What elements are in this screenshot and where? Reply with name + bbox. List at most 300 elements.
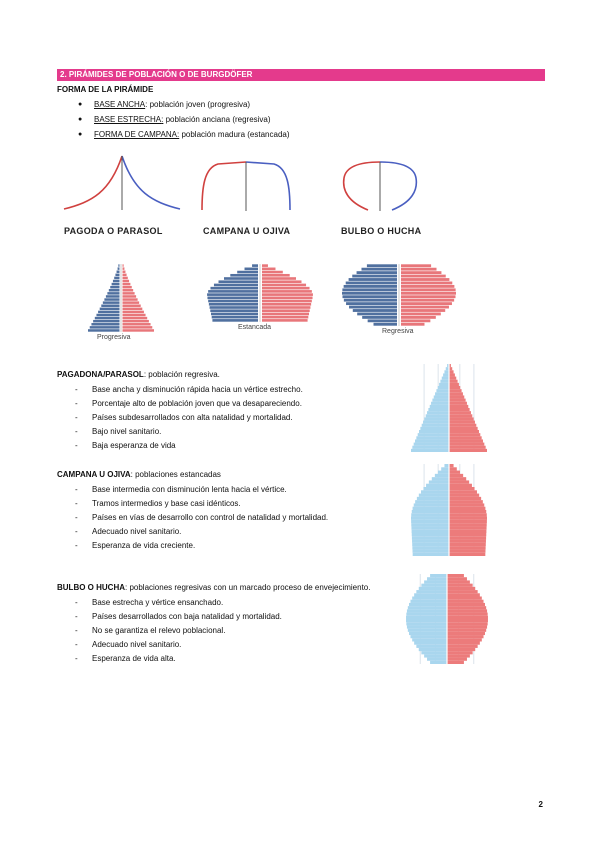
list-item: - Esperanza de vida creciente. <box>57 539 328 553</box>
pyramid-bar <box>123 320 149 322</box>
pyramid-bar <box>401 299 454 302</box>
pyramid-bar <box>449 449 487 452</box>
pyramid-bar <box>123 308 143 310</box>
pyramid-bar <box>109 289 120 291</box>
pyramid-bar <box>123 311 144 313</box>
pyramid-bar <box>415 500 449 503</box>
pyramid-bar <box>344 299 397 302</box>
pyramid-bar <box>411 513 449 516</box>
pyramid-bar <box>449 546 486 549</box>
pagoda-shape-diagram <box>62 152 182 212</box>
pyramid-bar <box>262 297 313 300</box>
pyramid-bar <box>449 414 472 417</box>
pyramid-bar <box>449 399 466 402</box>
pyramid-bar <box>401 306 449 309</box>
pyramid-bar <box>447 635 484 638</box>
pyramid-bar <box>344 285 397 288</box>
pyramid-bar <box>431 402 449 405</box>
pyramid-bar <box>342 295 397 298</box>
pyramid-bar <box>367 264 397 267</box>
list-item: - Baja esperanza de vida <box>57 439 303 453</box>
pyramid-bar <box>447 632 485 635</box>
pyramid-bar <box>419 494 449 497</box>
pyramid-bar <box>449 464 454 467</box>
pyramid-bar <box>362 316 397 319</box>
pyramid-bar <box>262 300 312 303</box>
pyramid-bar <box>90 326 120 328</box>
pyramid-bar <box>410 600 447 603</box>
pyramid-bar <box>401 264 431 267</box>
pyramid-bar <box>208 300 258 303</box>
pyramid-bar <box>449 543 486 546</box>
pyramid-bar <box>374 323 397 326</box>
pyramid-bar <box>117 270 120 272</box>
pyramid-bar <box>349 278 397 281</box>
pyramid-bar <box>430 405 449 408</box>
pyramid-bar <box>449 549 485 552</box>
pyramid-bar <box>429 480 449 483</box>
pyramid-bar <box>409 632 447 635</box>
pyramid-bar <box>401 313 441 316</box>
pyramid-bar <box>426 484 449 487</box>
pyramid-bar <box>407 625 447 628</box>
pyramid-bar <box>406 616 447 619</box>
pyramid-bar <box>412 530 449 533</box>
forma-sep: : <box>145 100 148 109</box>
pyramid-bar <box>449 386 460 389</box>
pagoda-example-pyramid <box>410 364 488 452</box>
forma-desc: población joven (progresiva) <box>147 100 251 109</box>
pyramid-bar <box>262 268 275 271</box>
block-title-bold: BULBO O HUCHA <box>57 583 125 592</box>
pyramid-bar <box>237 271 258 274</box>
pyramid-bar <box>113 280 120 282</box>
pyramid-bar <box>349 306 397 309</box>
pyramid-bar <box>352 275 397 278</box>
pyramid-caption-estancada: Estancada <box>238 324 272 331</box>
pyramid-bar <box>212 316 258 319</box>
forma-item <box>78 112 290 127</box>
pyramid-bar <box>449 517 487 520</box>
pyramid-bar <box>428 408 449 411</box>
pyramid-bar <box>430 661 447 664</box>
pyramid-bar <box>412 540 449 543</box>
pyramid-bar <box>409 603 447 606</box>
pyramid-bar <box>447 606 486 609</box>
pyramid-bar <box>416 590 447 593</box>
pyramid-bar <box>449 433 480 436</box>
pyramid-bar <box>104 298 119 300</box>
pyramid-bar <box>427 411 449 414</box>
pyramid-bar <box>447 625 487 628</box>
pyramid-bar <box>401 288 456 291</box>
list-item: - Adecuado nivel sanitario. <box>57 525 328 539</box>
pyramid-bar <box>245 268 258 271</box>
pyramid-bar <box>211 313 258 316</box>
pyramid-bar <box>447 658 467 661</box>
pyramid-bar <box>449 439 483 442</box>
pyramid-bar <box>447 638 482 641</box>
pyramid-bar <box>449 405 468 408</box>
pyramid-bar <box>449 503 484 506</box>
pyramid-bar <box>412 543 449 546</box>
pyramid-bar <box>449 536 486 539</box>
pyramid-bar <box>210 309 258 312</box>
pyramid-bar <box>115 274 119 276</box>
forma-key: FORMA DE CAMPANA <box>94 130 177 139</box>
block-title <box>57 369 303 381</box>
pyramid-bar <box>419 587 447 590</box>
pyramid-bar <box>368 319 397 322</box>
pyramid-bar <box>410 635 447 638</box>
pyramid-bar <box>449 494 479 497</box>
pyramid-bar <box>449 507 485 510</box>
pyramid-bar <box>444 464 449 467</box>
block-title <box>57 469 328 481</box>
pyramid-bar <box>444 370 449 373</box>
shape-label-pagoda: PAGODA O PARASOL <box>64 226 163 236</box>
pyramid-bar <box>438 471 449 474</box>
list-item: - No se garantiza el relevo poblacional. <box>57 624 370 638</box>
pyramid-bar <box>262 309 310 312</box>
pyramid-bar <box>123 270 126 272</box>
pyramid-bar <box>415 439 449 442</box>
pyramid-bar <box>401 316 436 319</box>
pyramid-bar <box>262 277 296 280</box>
pyramid-bar <box>416 645 447 648</box>
pyramid-bar <box>427 658 447 661</box>
pyramid-bar <box>449 540 486 543</box>
pyramid-bar <box>210 306 258 309</box>
pyramid-bar <box>414 642 447 645</box>
pyramid-bar <box>406 613 447 616</box>
pyramid-caption-regresiva: Regresiva <box>382 328 414 335</box>
pyramid-bar <box>418 433 449 436</box>
estancada-pyramid <box>205 264 315 322</box>
pyramid-bar <box>436 389 449 392</box>
pyramid-bar <box>449 383 459 386</box>
pyramid-bar <box>449 395 464 398</box>
pyramid-bar <box>412 536 449 539</box>
pyramid-bar <box>407 609 447 612</box>
pyramid-bar <box>447 587 475 590</box>
shape-label-bulbo: BULBO O HUCHA <box>341 226 422 236</box>
pyramid-bar <box>449 510 486 513</box>
pyramid-bar <box>413 507 449 510</box>
pyramid-bar <box>123 314 146 316</box>
pyramid-bar <box>447 593 480 596</box>
pyramid-bar <box>406 622 447 625</box>
pyramid-bar <box>447 597 482 600</box>
page-number: 2 <box>538 800 543 809</box>
pyramid-bar <box>100 308 120 310</box>
list-item: - Esperanza de vida alta. <box>57 652 370 666</box>
pyramid-bar <box>401 309 445 312</box>
pyramid-bar <box>401 302 452 305</box>
list-item: - Bajo nivel sanitario. <box>57 425 303 439</box>
pyramid-bar <box>449 467 457 470</box>
pyramid-bar <box>427 577 447 580</box>
pyramid-bar <box>123 267 125 269</box>
pyramid-bar <box>262 319 308 322</box>
pyramid-bar <box>447 645 478 648</box>
pyramid-bar <box>123 264 124 266</box>
pyramid-bar <box>401 278 449 281</box>
pyramid-bar <box>123 326 153 328</box>
pyramid-bar <box>419 648 447 651</box>
block-title-rest: : población regresiva. <box>143 370 220 379</box>
list-item: - Base ancha y disminución rápida hacia un vértice estrecho. <box>57 383 303 397</box>
pyramid-bar <box>447 616 488 619</box>
section-title-bar: 2. PIRÁMIDES DE POBLACIÓN O DE BURGDÖFER <box>57 69 545 81</box>
pyramid-bar <box>434 395 449 398</box>
pyramid-bar <box>401 323 424 326</box>
campana-shape-diagram <box>198 158 294 213</box>
pyramid-bar <box>414 443 449 446</box>
pyramid-bar <box>123 323 151 325</box>
pyramid-bar <box>421 651 447 654</box>
pyramid-bar <box>447 584 473 587</box>
subheading-forma: FORMA DE LA PIRÁMIDE <box>57 85 154 94</box>
pyramid-bar <box>439 383 449 386</box>
pyramid-bar <box>449 427 478 430</box>
pyramid-bar <box>421 490 449 493</box>
pyramid-bar <box>401 282 452 285</box>
pyramid-bar <box>210 287 258 290</box>
pyramid-bar <box>435 392 449 395</box>
pyramid-bar <box>262 313 309 316</box>
pyramid-bar <box>123 329 155 331</box>
pyramid-bar <box>447 648 475 651</box>
pyramid-bar <box>412 597 447 600</box>
pyramid-bar <box>449 408 470 411</box>
pyramid-bar <box>419 430 449 433</box>
pyramid-bar <box>401 268 437 271</box>
block-title-bold: PAGADONA/PARASOL <box>57 370 144 379</box>
pyramid-bar <box>207 293 258 296</box>
pyramid-bar <box>416 436 449 439</box>
pyramid-bar <box>441 467 449 470</box>
pyramid-bar <box>420 427 449 430</box>
pyramid-bar <box>411 526 449 529</box>
block-title <box>57 582 370 594</box>
pyramid-bar <box>412 533 449 536</box>
pyramid-bar <box>413 553 449 556</box>
pyramid-bar <box>123 295 137 297</box>
pyramid-bar <box>442 377 449 380</box>
pyramid-bar <box>262 271 283 274</box>
pyramid-bar <box>449 484 472 487</box>
list-item: - Base estrecha y vértice ensanchado. <box>57 596 370 610</box>
pyramid-bar <box>449 389 462 392</box>
forma-key: BASE ANCHA <box>94 100 146 109</box>
pyramid-bar <box>432 477 449 480</box>
campana-example-pyramid <box>410 464 488 556</box>
pyramid-bar <box>212 319 258 322</box>
pyramid-bar <box>207 297 258 300</box>
pyramid-bar <box>408 606 447 609</box>
pyramid-bar <box>447 651 473 654</box>
pyramid-bar <box>110 286 119 288</box>
pyramid-bar <box>447 580 470 583</box>
list-item: - Países en vías de desarrollo con control de natalidad y mortalidad. <box>57 511 328 525</box>
pyramid-bar <box>447 613 488 616</box>
pyramid-bar <box>93 320 119 322</box>
pyramid-bar <box>421 584 447 587</box>
pyramid-bar <box>412 638 447 641</box>
pyramid-bar <box>423 487 449 490</box>
pyramid-bar <box>447 603 485 606</box>
shape-label-campana: CAMPANA U OJIVA <box>203 226 291 236</box>
forma-desc: población anciana (regresiva) <box>163 115 271 124</box>
block-list <box>57 483 328 553</box>
pyramid-bar <box>440 380 449 383</box>
list-item: - Base intermedia con disminución lenta hacia el vértice. <box>57 483 328 497</box>
pyramid-bar <box>447 577 467 580</box>
pyramid-bar <box>414 593 447 596</box>
pyramid-bar <box>411 523 449 526</box>
pyramid-bar <box>447 600 484 603</box>
pyramid-bar <box>424 654 447 657</box>
pyramid-bar <box>96 314 119 316</box>
pyramid-bar <box>401 295 456 298</box>
bulbo-example-pyramid <box>405 574 489 664</box>
pyramid-bar <box>123 277 128 279</box>
pyramid-bar <box>449 513 487 516</box>
list-item: - Tramos intermedios y base casi idénticos. <box>57 497 328 511</box>
pyramid-bar <box>262 316 308 319</box>
pyramid-bar <box>123 301 140 303</box>
pyramid-bar <box>357 313 397 316</box>
list-item: - Adecuado nivel sanitario. <box>57 638 370 652</box>
pyramid-bar <box>123 292 135 294</box>
pyramid-bar <box>357 271 397 274</box>
pyramid-bar <box>98 311 119 313</box>
pyramid-bar <box>411 449 449 452</box>
pyramid-bar <box>262 293 313 296</box>
block-title-rest: : poblaciones estancadas <box>130 470 221 479</box>
pyramid-bar <box>435 474 449 477</box>
pyramid-bar <box>424 417 449 420</box>
pyramid-bar <box>447 622 488 625</box>
pyramid-bar <box>262 290 312 293</box>
pyramid-bar <box>447 619 488 622</box>
forma-item <box>78 97 290 112</box>
pyramid-bar <box>103 301 120 303</box>
pyramid-bar <box>443 373 449 376</box>
pyramid-bar <box>412 446 449 449</box>
pyramid-bar <box>252 264 258 267</box>
pyramid-bar <box>449 500 483 503</box>
pyramid-bar <box>123 283 131 285</box>
pyramid-bar <box>449 520 487 523</box>
forma-list <box>78 97 290 142</box>
pyramid-bar <box>262 306 310 309</box>
pyramid-bar <box>449 430 479 433</box>
pyramid-bar <box>449 377 456 380</box>
pyramid-bar <box>447 629 486 632</box>
pyramid-bar <box>91 323 119 325</box>
pyramid-bar <box>123 280 130 282</box>
pyramid-bar <box>123 289 134 291</box>
pyramid-bar <box>411 520 449 523</box>
pyramid-bar <box>224 277 258 280</box>
pyramid-bar <box>438 386 449 389</box>
pyramid-bar <box>95 317 120 319</box>
pyramid-bar <box>88 329 120 331</box>
pyramid-bar <box>447 609 487 612</box>
pyramid-bar <box>449 402 467 405</box>
pyramid-bar <box>413 549 449 552</box>
pyramid-bar <box>449 370 454 373</box>
pyramid-bar <box>449 474 463 477</box>
pyramid-bar <box>346 302 397 305</box>
pyramid-bar <box>411 517 449 520</box>
pyramid-bar <box>449 471 460 474</box>
pyramid-bar <box>426 414 449 417</box>
pyramid-bar <box>346 282 397 285</box>
pyramid-bar <box>123 286 132 288</box>
pyramid-bar <box>417 497 449 500</box>
pyramid-bar <box>424 580 447 583</box>
pyramid-bar <box>449 417 474 420</box>
pyramid-bar <box>208 290 258 293</box>
list-item: - Países subdesarrollados con alta natalidad y mortalidad. <box>57 411 303 425</box>
pyramid-bar <box>432 399 449 402</box>
list-item: - Países desarrollados con baja natalidad y mortalidad. <box>57 610 370 624</box>
pyramid-bar <box>401 292 456 295</box>
pyramid-bar <box>449 373 455 376</box>
bulbo-shape-diagram <box>338 160 422 212</box>
forma-sep: : <box>176 130 180 139</box>
pyramid-bar <box>401 271 441 274</box>
pyramid-bar <box>449 480 469 483</box>
pyramid-bar <box>209 303 258 306</box>
pyramid-bar <box>123 317 148 319</box>
pyramid-bar <box>423 421 449 424</box>
pyramid-bar <box>408 629 447 632</box>
block-list <box>57 383 303 453</box>
pyramid-bar <box>414 503 449 506</box>
pyramid-bar <box>401 285 454 288</box>
pyramid-bar <box>106 295 120 297</box>
pyramid-bar <box>401 275 446 278</box>
pyramid-bar <box>107 292 119 294</box>
progresiva-pyramid <box>86 264 156 332</box>
pyramid-bar <box>114 277 119 279</box>
pyramid-bar <box>262 274 290 277</box>
list-item: - Porcentaje alto de población joven que va desapareciendo. <box>57 397 303 411</box>
pyramid-bar <box>449 443 484 446</box>
pyramid-bar <box>449 411 471 414</box>
pyramid-bar <box>342 292 397 295</box>
pyramid-bar <box>101 304 119 306</box>
pyramid-bar <box>422 424 449 427</box>
block-pagoda <box>57 369 303 453</box>
pyramid-bar <box>447 590 478 593</box>
pyramid-bar <box>118 264 119 266</box>
forma-desc: población madura (estancada) <box>179 130 290 139</box>
forma-sep: : <box>161 115 164 124</box>
pyramid-bar <box>123 304 141 306</box>
pyramid-bar <box>230 274 258 277</box>
pyramid-bar <box>449 523 487 526</box>
pyramid-bar <box>353 309 397 312</box>
pyramid-bar <box>123 298 138 300</box>
pyramid-bar <box>449 392 463 395</box>
forma-item <box>78 127 290 142</box>
pyramid-bar <box>449 533 486 536</box>
